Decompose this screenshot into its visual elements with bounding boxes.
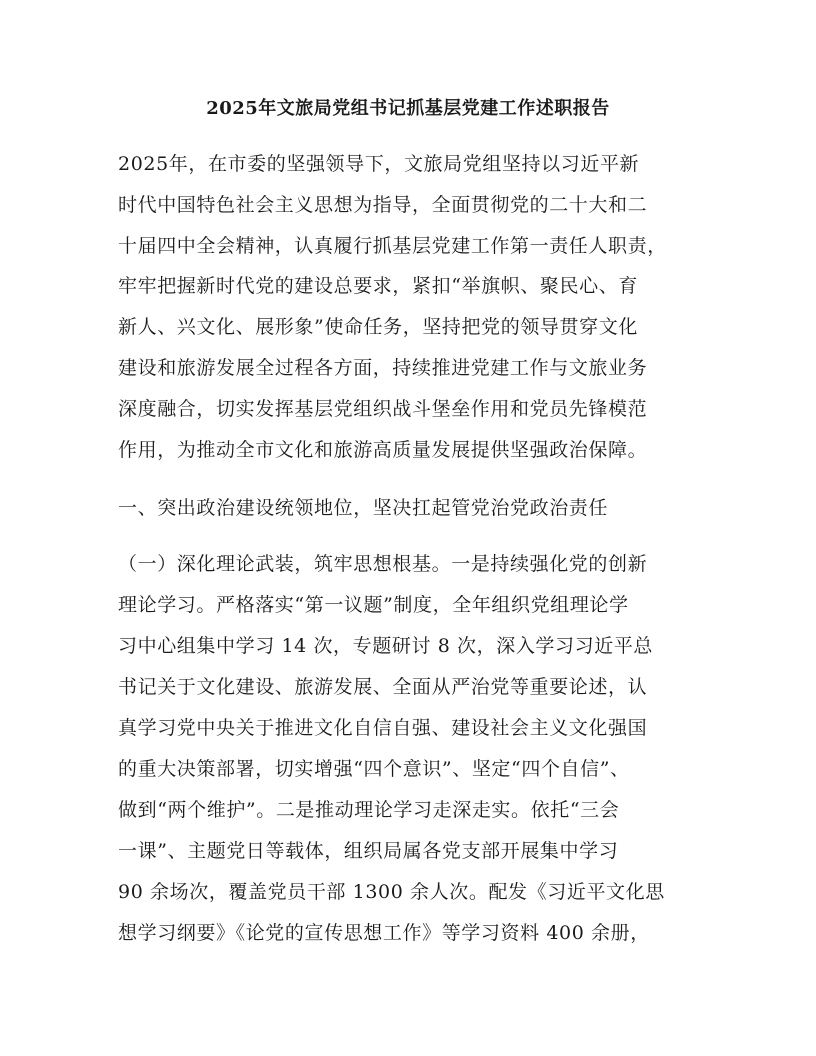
paragraph-line: （一）深化理论武装，筑牢思想根基。一是持续强化党的创新: [118, 553, 648, 575]
paragraph-line: 的重大决策部署，切实增强“四个意识”、坚定“四个自信”、: [118, 758, 630, 780]
paragraph-line: 2025年，在市委的坚强领导下，文旅局党组坚持以习近平新: [118, 153, 640, 175]
paragraph-line: 真学习党中央关于推进文化自信自强、建设社会主义文化强国: [118, 717, 648, 739]
paragraph-line: 作用，为推动全市文化和旅游高质量发展提供坚强政治保障。: [118, 439, 648, 461]
paragraph-line: 时代中国特色社会主义思想为指导，全面贯彻党的二十大和二: [118, 194, 648, 216]
paragraph-line: 深度融合，切实发挥基层党组织战斗堡垒作用和党员先锋模范: [118, 398, 648, 420]
paragraph-line: 十届四中全会精神，认真履行抓基层党建工作第一责任人职责，: [118, 235, 667, 257]
paragraph-line: 新人、兴文化、展形象”使命任务，坚持把党的领导贯穿文化: [118, 316, 638, 338]
paragraph-line: 想学习纲要》《论党的宣传思想工作》等学习资料 400 余册，: [118, 922, 650, 944]
paragraph-line: 牢牢把握新时代党的建设总要求，紧扣“举旗帜、聚民心、育: [118, 275, 638, 297]
paragraph-line: 一课”、主题党日等载体，组织局属各党支部开展集中学习: [118, 840, 619, 862]
paragraph-line: 做到“两个维护”。二是推动理论学习走深走实。依托“三会: [118, 799, 620, 821]
paragraph-line: 书记关于文化建设、旅游发展、全面从严治党等重要论述，认: [118, 676, 648, 698]
paragraph-line: 习中心组集中学习 14 次，专题研讨 8 次，深入学习习近平总: [118, 635, 654, 657]
paragraph-line: 理论学习。严格落实“第一议题”制度，全年组织党组理论学: [118, 594, 629, 616]
document-title: 2025年文旅局党组书记抓基层党建工作述职报告: [206, 98, 610, 119]
section-heading: 一、突出政治建设统领地位，坚决扛起管党治党政治责任: [118, 497, 609, 519]
paragraph-line: 建设和旅游发展全过程各方面，持续推进党建工作与文旅业务: [118, 357, 648, 379]
paragraph-line: 90 余场次，覆盖党员干部 1300 余人次。配发《习近平文化思: [118, 881, 665, 903]
